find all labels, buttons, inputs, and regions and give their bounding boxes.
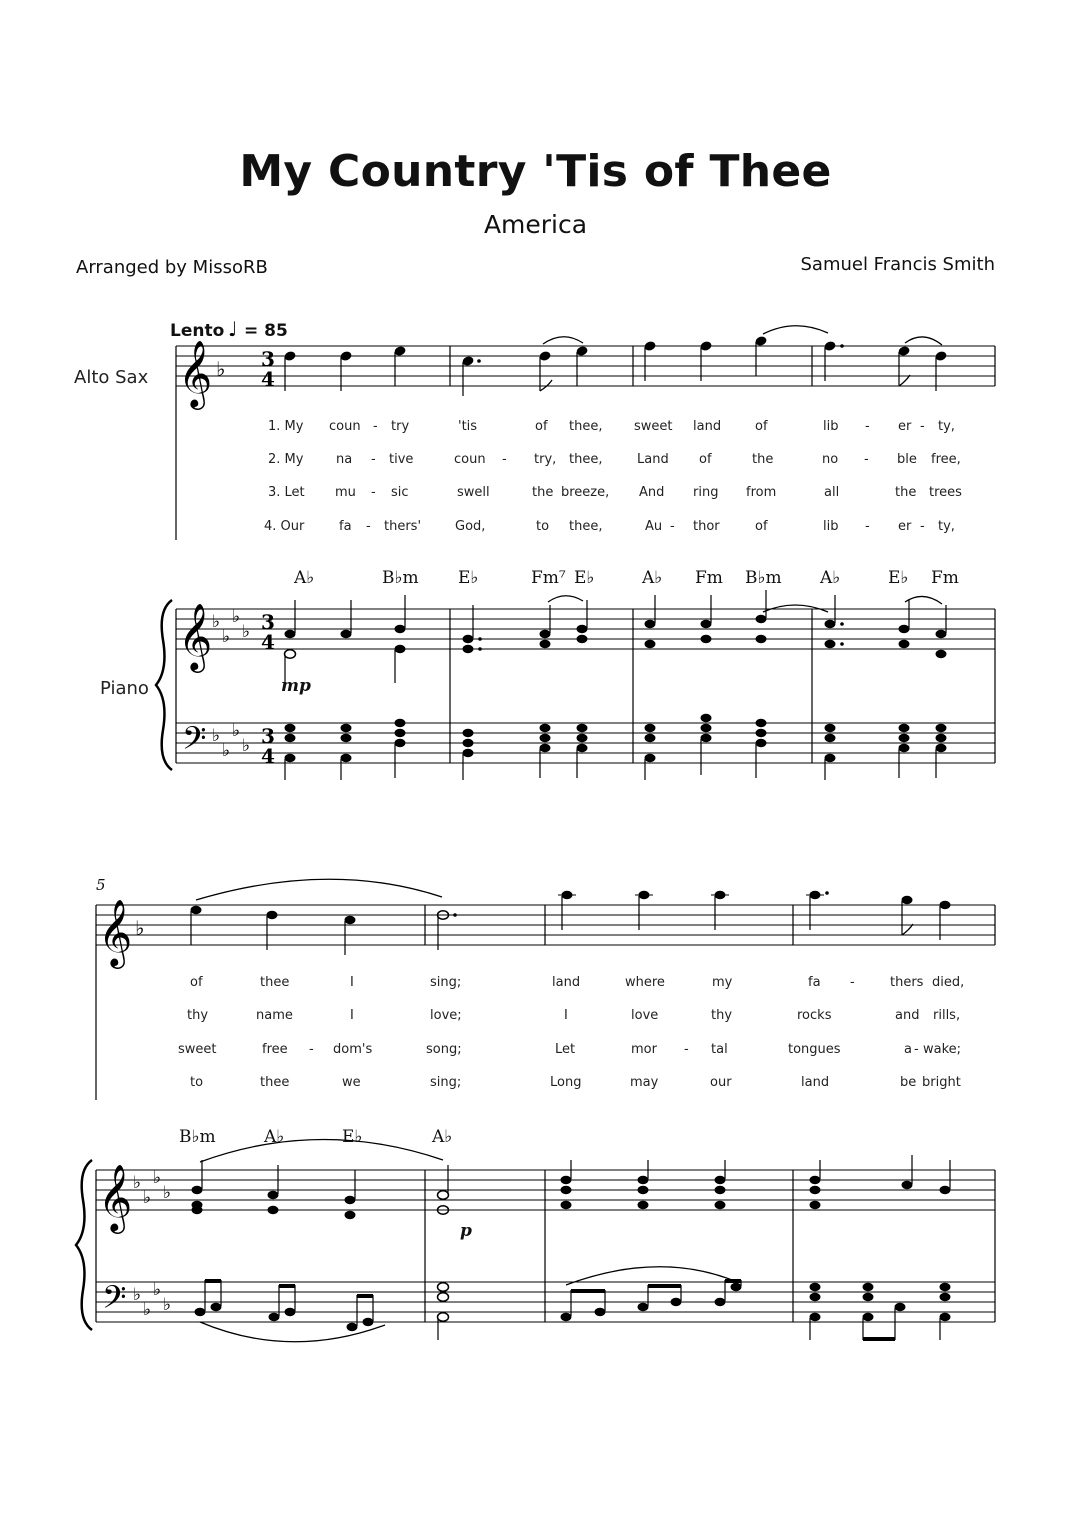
verse-4: [264, 519, 955, 534]
svg-text:B♭m: B♭m: [382, 568, 419, 588]
svg-text:I: I: [350, 1008, 354, 1023]
svg-text:thy: thy: [711, 1008, 733, 1023]
tempo-marking: Lento: [170, 321, 225, 341]
svg-text:Fm: Fm: [695, 568, 723, 588]
svg-text:er: er: [898, 419, 912, 434]
svg-text:no: no: [822, 452, 839, 467]
svg-text:-: -: [864, 452, 869, 467]
svg-text:thor: thor: [693, 519, 720, 534]
svg-text:land: land: [693, 419, 722, 434]
brace-icon: [156, 600, 172, 770]
svg-text:-: -: [920, 419, 925, 434]
svg-text:♭: ♭: [242, 622, 251, 642]
svg-text:song;: song;: [426, 1042, 462, 1057]
svg-text:-: -: [920, 519, 925, 534]
svg-text:the: the: [752, 452, 774, 467]
verse-3: [178, 1042, 961, 1057]
svg-text:bright: bright: [922, 1075, 961, 1090]
svg-text:2. My: 2. My: [268, 452, 304, 467]
svg-text:my: my: [712, 975, 733, 990]
svg-text:-: -: [502, 452, 507, 467]
svg-text:E♭: E♭: [888, 568, 909, 588]
svg-text:sic: sic: [391, 485, 409, 500]
svg-text:E♭: E♭: [574, 568, 595, 588]
svg-text:mor: mor: [631, 1042, 657, 1057]
dynamic-p: p: [460, 1221, 472, 1241]
svg-text:coun: coun: [454, 452, 486, 467]
svg-text:-: -: [850, 975, 855, 990]
svg-text:love;: love;: [430, 1008, 462, 1023]
svg-text:may: may: [630, 1075, 659, 1090]
svg-text:'tis: 'tis: [458, 419, 478, 434]
quarter-note-icon: ♩: [228, 317, 238, 341]
svg-text:swell: swell: [457, 485, 490, 500]
svg-text:-: -: [373, 419, 378, 434]
svg-text:I: I: [350, 975, 354, 990]
svg-text:Land: Land: [637, 452, 669, 467]
svg-text:of: of: [190, 975, 203, 990]
svg-text:ty,: ty,: [938, 419, 955, 434]
svg-text:tive: tive: [389, 452, 414, 467]
svg-text:try: try: [391, 419, 410, 434]
piano-staff-system2: [76, 1139, 995, 1341]
svg-text:sweet: sweet: [178, 1042, 217, 1057]
measure-number: 5: [96, 876, 106, 894]
svg-text:God,: God,: [455, 519, 486, 534]
svg-text:try,: try,: [534, 452, 557, 467]
arranger-credit: Arranged by MissoRB: [76, 257, 268, 278]
svg-text:A♭: A♭: [294, 568, 315, 588]
svg-text:wake;: wake;: [923, 1042, 962, 1057]
svg-text:thers': thers': [384, 519, 422, 534]
verse-1: [190, 975, 964, 990]
chords-system2: [179, 1127, 452, 1147]
svg-text:A♭: A♭: [432, 1127, 453, 1147]
svg-text:of: of: [755, 519, 768, 534]
svg-text:trees: trees: [929, 485, 962, 500]
svg-text:♭: ♭: [163, 1183, 172, 1203]
svg-text:♭: ♭: [212, 612, 221, 632]
verse-2: [187, 1008, 960, 1023]
verse-3: [268, 485, 962, 500]
score-subtitle: America: [483, 210, 588, 239]
lyrics-system2: [178, 975, 964, 1090]
svg-text:sing;: sing;: [430, 1075, 462, 1090]
svg-text:free: free: [262, 1042, 288, 1057]
svg-text:♭: ♭: [222, 741, 231, 761]
svg-text:the: the: [895, 485, 917, 500]
svg-text:♭: ♭: [133, 1285, 142, 1305]
svg-text:♭: ♭: [222, 627, 231, 647]
svg-text:4. Our: 4. Our: [264, 519, 305, 534]
svg-text:where: where: [625, 975, 665, 990]
svg-text:♭: ♭: [133, 1173, 142, 1193]
svg-text:tal: tal: [711, 1042, 728, 1057]
svg-text:-: -: [865, 419, 870, 434]
svg-text:to: to: [190, 1075, 204, 1090]
svg-text:dom's: dom's: [333, 1042, 373, 1057]
svg-text:3: 3: [261, 610, 275, 634]
svg-text:free,: free,: [931, 452, 961, 467]
svg-text:-: -: [865, 519, 870, 534]
svg-text:Au: Au: [645, 519, 663, 534]
instrument-alto-sax: Alto Sax: [74, 367, 149, 388]
svg-text:thee: thee: [260, 1075, 290, 1090]
svg-text:of: of: [755, 419, 768, 434]
svg-text:fa: fa: [808, 975, 821, 990]
svg-text:er: er: [898, 519, 912, 534]
lyrics-system1: [264, 419, 962, 534]
svg-text:I: I: [564, 1008, 568, 1023]
svg-text:tongues: tongues: [788, 1042, 841, 1057]
svg-text:of: of: [699, 452, 712, 467]
score-title: My Country 'Tis of Thee: [239, 146, 832, 197]
svg-text:from: from: [746, 485, 777, 500]
svg-text:thee,: thee,: [569, 519, 603, 534]
svg-text:A♭: A♭: [820, 568, 841, 588]
svg-text:ring: ring: [693, 485, 719, 500]
dynamic-mp: mp: [281, 676, 311, 696]
svg-text:coun: coun: [329, 419, 361, 434]
svg-text:land: land: [801, 1075, 830, 1090]
treble-clef-icon: 𝄞: [178, 339, 213, 407]
svg-text:rocks: rocks: [797, 1008, 832, 1023]
svg-text:A♭: A♭: [264, 1127, 285, 1147]
svg-text:and: and: [895, 1008, 920, 1023]
svg-text:thers: thers: [890, 975, 924, 990]
time-sig-bottom: 4: [261, 367, 275, 391]
svg-text:-: -: [371, 485, 376, 500]
svg-text:be: be: [900, 1075, 917, 1090]
svg-text:3: 3: [261, 724, 275, 748]
svg-text:thee,: thee,: [569, 419, 603, 434]
svg-text:name: name: [256, 1008, 293, 1023]
verse-1: [268, 419, 955, 434]
svg-text:rills,: rills,: [933, 1008, 961, 1023]
svg-text:A♭: A♭: [642, 568, 663, 588]
svg-text:died,: died,: [932, 975, 965, 990]
composer-credit: Samuel Francis Smith: [800, 254, 995, 275]
svg-text:sing;: sing;: [430, 975, 462, 990]
svg-text:4: 4: [261, 630, 275, 654]
svg-text:Long: Long: [550, 1075, 582, 1090]
svg-text:♭: ♭: [163, 1295, 172, 1315]
svg-text:♭: ♭: [153, 1168, 162, 1188]
treble-clef-icon: 𝄞: [98, 898, 133, 966]
chords-system1: [293, 568, 959, 588]
time-sig-top: 3: [261, 347, 275, 371]
instrument-piano: Piano: [100, 678, 149, 699]
svg-text:♭: ♭: [153, 1280, 162, 1300]
svg-text:land: land: [552, 975, 581, 990]
svg-text:Fm: Fm: [931, 568, 959, 588]
svg-text:to: to: [536, 519, 550, 534]
tempo-bpm: = 85: [244, 321, 288, 341]
svg-text:sweet: sweet: [634, 419, 673, 434]
bass-clef-icon: 𝄢: [102, 1279, 127, 1323]
svg-text:Let: Let: [555, 1042, 576, 1057]
svg-text:B♭m: B♭m: [179, 1127, 216, 1147]
treble-clef-icon: 𝄞: [178, 602, 213, 670]
svg-text:-: -: [366, 519, 371, 534]
svg-text:-: -: [914, 1042, 919, 1057]
brace-icon: [76, 1160, 92, 1330]
svg-text:love: love: [631, 1008, 659, 1023]
svg-text:thee,: thee,: [569, 452, 603, 467]
svg-text:our: our: [710, 1075, 732, 1090]
svg-text:♭: ♭: [143, 1188, 152, 1208]
svg-text:thee: thee: [260, 975, 290, 990]
svg-text:4: 4: [261, 744, 275, 768]
svg-text:-: -: [309, 1042, 314, 1057]
svg-text:a: a: [904, 1042, 912, 1057]
verse-2: [268, 452, 961, 467]
svg-text:all: all: [824, 485, 840, 500]
svg-text:E♭: E♭: [342, 1127, 363, 1147]
svg-text:♭: ♭: [212, 726, 221, 746]
svg-text:♭: ♭: [143, 1300, 152, 1320]
svg-text:E♭: E♭: [458, 568, 479, 588]
svg-text:B♭m: B♭m: [745, 568, 782, 588]
piano-staff-system1: [156, 590, 995, 780]
svg-text:breeze,: breeze,: [561, 485, 610, 500]
svg-text:ty,: ty,: [938, 519, 955, 534]
svg-text:we: we: [342, 1075, 361, 1090]
flat-icon: ♭: [216, 357, 226, 381]
svg-text:-: -: [371, 452, 376, 467]
svg-text:thy: thy: [187, 1008, 209, 1023]
svg-text:lib: lib: [823, 419, 839, 434]
svg-text:1. My: 1. My: [268, 419, 304, 434]
svg-text:na: na: [336, 452, 353, 467]
verse-4: [190, 1075, 961, 1090]
svg-text:♭: ♭: [232, 607, 241, 627]
svg-text:the: the: [532, 485, 554, 500]
flat-icon: ♭: [135, 916, 145, 940]
svg-text:mu: mu: [335, 485, 356, 500]
treble-clef-icon: 𝄞: [98, 1163, 133, 1231]
svg-text:And: And: [639, 485, 665, 500]
svg-text:-: -: [670, 519, 675, 534]
bass-clef-icon: 𝄢: [182, 720, 207, 764]
svg-text:of: of: [535, 419, 548, 434]
svg-text:-: -: [684, 1042, 689, 1057]
svg-text:3. Let: 3. Let: [268, 485, 305, 500]
svg-text:♭: ♭: [242, 736, 251, 756]
svg-text:lib: lib: [823, 519, 839, 534]
svg-text:Fm⁷: Fm⁷: [531, 568, 566, 588]
svg-text:ble: ble: [897, 452, 917, 467]
svg-text:fa: fa: [339, 519, 352, 534]
sax-staff-system2: [96, 879, 995, 1100]
svg-text:♭: ♭: [232, 721, 241, 741]
